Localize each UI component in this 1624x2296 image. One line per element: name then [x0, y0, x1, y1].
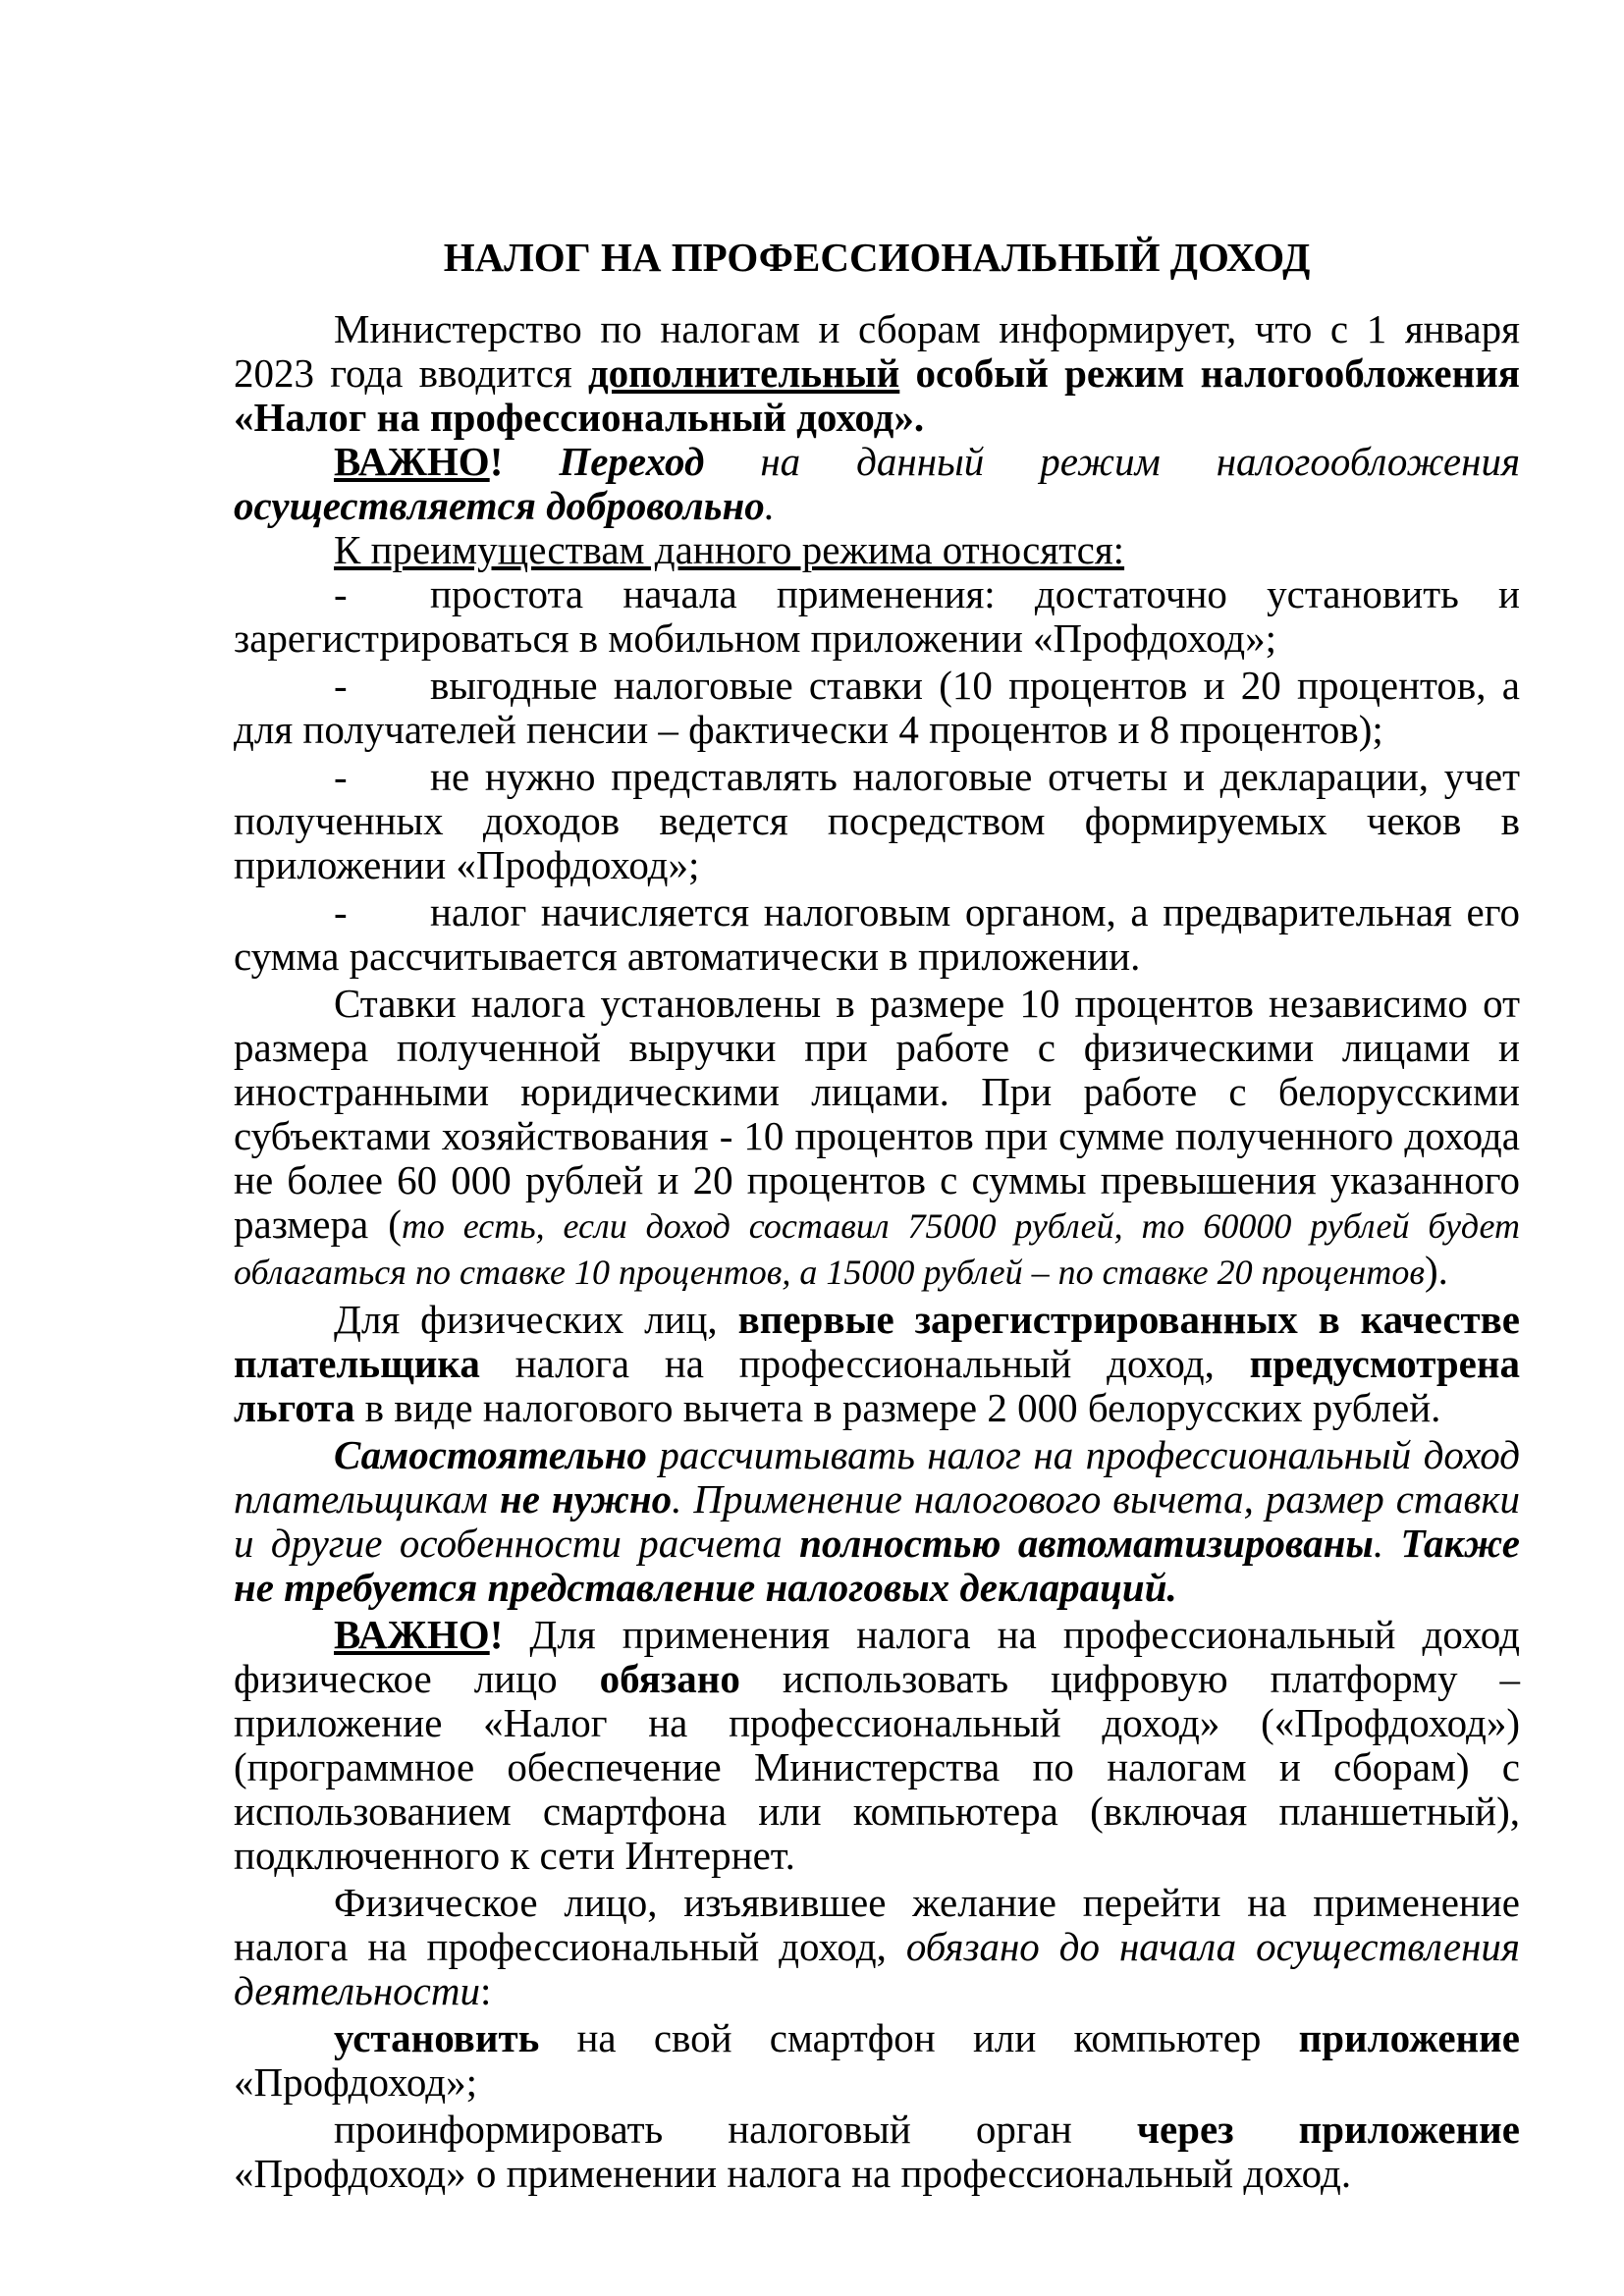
list-item	[234, 755, 1520, 887]
list-item	[234, 572, 1520, 661]
rates-paragraph	[234, 982, 1520, 1295]
automation-text-3: .	[1373, 1521, 1401, 1566]
list-item-text: налог начисляется налоговым органом, а предварительная его сумма рассчитывается автоматически в приложении.	[234, 889, 1520, 979]
rates-example: то есть, если доход составил 75000 рублей, то 60000 рублей будет облагаться по ставке 10 процентов, а 15000 рублей – по ставке 20 процентов	[234, 1206, 1520, 1292]
important-label: ВАЖНО	[334, 1612, 490, 1657]
important-exclamation: !	[489, 439, 504, 484]
platform-text-a: Для применения налога на профессиональный доход физическое лицо	[234, 1612, 1520, 1701]
deduction-text-a: Для физических лиц,	[334, 1297, 738, 1342]
advantages-heading	[234, 528, 1520, 572]
obligations-colon: :	[479, 1968, 492, 2013]
document-page	[234, 236, 1520, 2196]
important-label: ВАЖНО	[334, 439, 490, 484]
inform-text-c: «Профдоход» о применении налога на профессиональный доход.	[234, 2151, 1352, 2196]
install-app-paragraph	[234, 2016, 1520, 2105]
deduction-text-c: налога на профессиональный доход,	[479, 1341, 1250, 1386]
intro-regime-name: особый режим налогообложения «Налог на профессиональный доход».	[234, 350, 1520, 440]
obligations-paragraph	[234, 1881, 1520, 2013]
list-dash: -	[334, 889, 348, 934]
voluntary-text: осуществляется добровольно	[234, 483, 765, 528]
important-exclamation: !	[489, 1612, 504, 1657]
install-word: установить	[334, 2015, 540, 2060]
list-dash: -	[334, 663, 348, 708]
intro-paragraph	[234, 307, 1520, 440]
important-voluntary-paragraph	[234, 440, 1520, 528]
deduction-paragraph	[234, 1298, 1520, 1430]
platform-text-c: использовать цифровую платформу – приложение «Налог на профессиональный доход» («Профдоход») (программное обеспечение Министерства по налогам и сборам) с использованием смартфона или компьютера (включая планшетный), подключенного к сети Интернет.	[234, 1656, 1521, 1878]
transition-middle-text: на данный режим налогообложения	[704, 439, 1521, 484]
voluntary-dot: .	[764, 483, 775, 528]
obligations-text: Физическое лицо, изъявившее желание перейти на применение налога на профессиональный доход,	[234, 1880, 1520, 1969]
benefit-text: предусмотрена льгота	[234, 1341, 1520, 1430]
via-app-text: через приложение	[1136, 2107, 1520, 2152]
fully-automated-text: полностью автоматизированы	[799, 1521, 1374, 1566]
list-item-text: не нужно представлять налоговые отчеты и декларации, учет полученных доходов ведется посредством формируемых чеков в приложении «Профдоход»;	[234, 754, 1520, 887]
list-dash: -	[334, 571, 348, 616]
self-calc-word: Самостоятельно	[334, 1432, 647, 1477]
list-item	[234, 664, 1520, 752]
list-item-text: простота начала применения: достаточно установить и зарегистрироваться в мобильном приложении «Профдоход»;	[234, 571, 1520, 661]
automation-paragraph	[234, 1433, 1520, 1610]
install-app-name: «Профдоход»;	[234, 2059, 478, 2105]
automation-text-1: рассчитывать налог на профессиональный доход плательщикам	[234, 1432, 1520, 1522]
advantages-heading-text: К преимуществам данного режима относятся:	[334, 527, 1125, 572]
obligations-italic: обязано до начала осуществления деятельности	[234, 1924, 1520, 2013]
automation-text-2: . Применение налогового вычета, размер ставки и другие особенности расчета	[234, 1476, 1520, 1566]
transition-word: Переход	[559, 439, 705, 484]
intro-text: Министерство по налогам и сборам информирует, что с 1 января 2023 года вводится	[234, 306, 1520, 396]
install-text: на свой смартфон или компьютер	[539, 2015, 1299, 2060]
important-platform-paragraph	[234, 1613, 1520, 1878]
deduction-text-d: в виде налогового вычета в размере 2 000 белорусских рублей.	[354, 1385, 1441, 1430]
no-declarations-text: Также не требуется представление налоговых деклараций.	[234, 1521, 1521, 1610]
document-title: НАЛОГ НА ПРОФЕССИОНАЛЬНЫЙ ДОХОД	[443, 235, 1311, 280]
inform-authority-paragraph	[234, 2108, 1520, 2196]
obliged-word: обязано	[599, 1656, 740, 1701]
intro-underlined-word: дополнительный	[587, 350, 900, 396]
list-item-text: выгодные налоговые ставки (10 процентов и 20 процентов, а для получателей пенсии – фактически 4 процентов и 8 процентов);	[234, 663, 1520, 752]
application-word: приложение	[1298, 2015, 1520, 2060]
list-dash: -	[334, 754, 348, 799]
inform-text-a: проинформировать налоговый орган	[334, 2107, 1137, 2152]
list-item	[234, 890, 1520, 979]
rates-text: Ставки налога установлены в размере 10 процентов независимо от размера полученной выручки при работе с физическими лицами и иностранными юридическими лицами. При работе с белорусскими субъектами хозяйствования - 10 процентов при сумме полученного дохода не более 60 000 рублей и 20 процентов с суммы превышения указанного размера (	[234, 981, 1520, 1247]
rates-end: ).	[1424, 1248, 1448, 1293]
not-needed-text: не нужно	[499, 1476, 673, 1522]
first-registered-text: впервые зарегистрированных в качестве плательщика	[234, 1297, 1521, 1386]
